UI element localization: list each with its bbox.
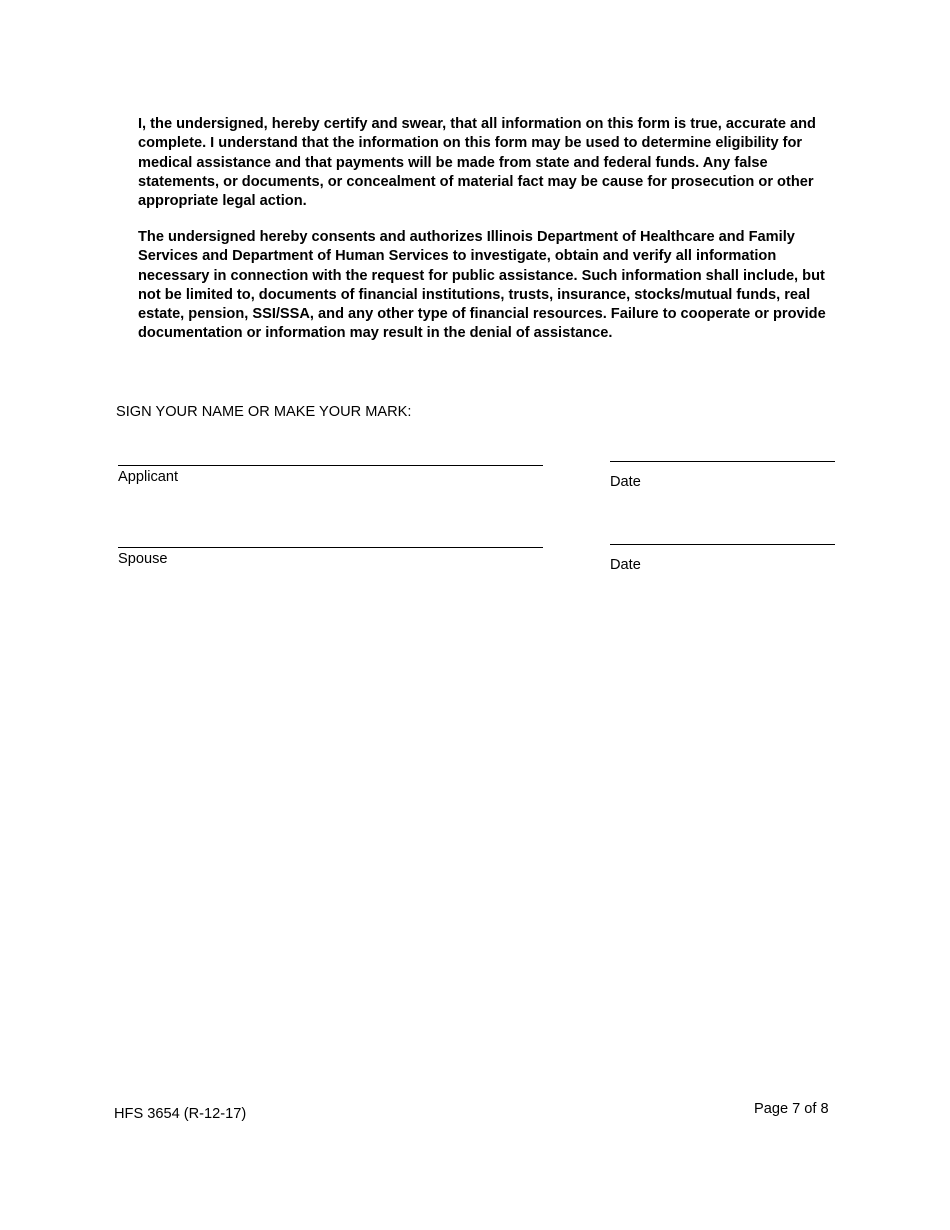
spouse-date-line[interactable] <box>610 544 835 545</box>
spouse-signature-line[interactable] <box>118 547 543 548</box>
consent-paragraph: The undersigned hereby consents and authorizes Illinois Department of Healthcare and Family Services and Department of Human Services to investigate, obtain and verify all information necessary in connection with the request for public assistance. Such information shall include, but not be limited to, documents of financial institutions, trusts, insurance, stocks/mutual funds, real estate, pension, SSI/SSA, and any other type of financial resources. Failure to cooperate or provide documentation or information may result in the denial of assistance. <box>138 229 826 342</box>
applicant-signature-line[interactable] <box>118 465 543 466</box>
page-number: Page 7 of 8 <box>754 1101 829 1117</box>
form-number: HFS 3654 (R-12-17) <box>114 1106 247 1122</box>
spouse-label: Spouse <box>118 551 168 567</box>
applicant-date-label: Date <box>610 474 641 490</box>
applicant-date-line[interactable] <box>610 461 835 462</box>
applicant-label: Applicant <box>118 469 179 485</box>
spouse-date-label: Date <box>610 557 641 573</box>
certification-paragraph: I, the undersigned, hereby certify and swear, that all information on this form is true, accurate and complete. I understand that the information on this form may be used to determine eligibility for medical assistance and that payments will be made from state and federal funds. Any false statements, or documents, or concealment of material fact may be cause for prosecution or other appropriate legal action. <box>138 116 816 210</box>
signature-heading: SIGN YOUR NAME OR MAKE YOUR MARK: <box>116 404 412 420</box>
